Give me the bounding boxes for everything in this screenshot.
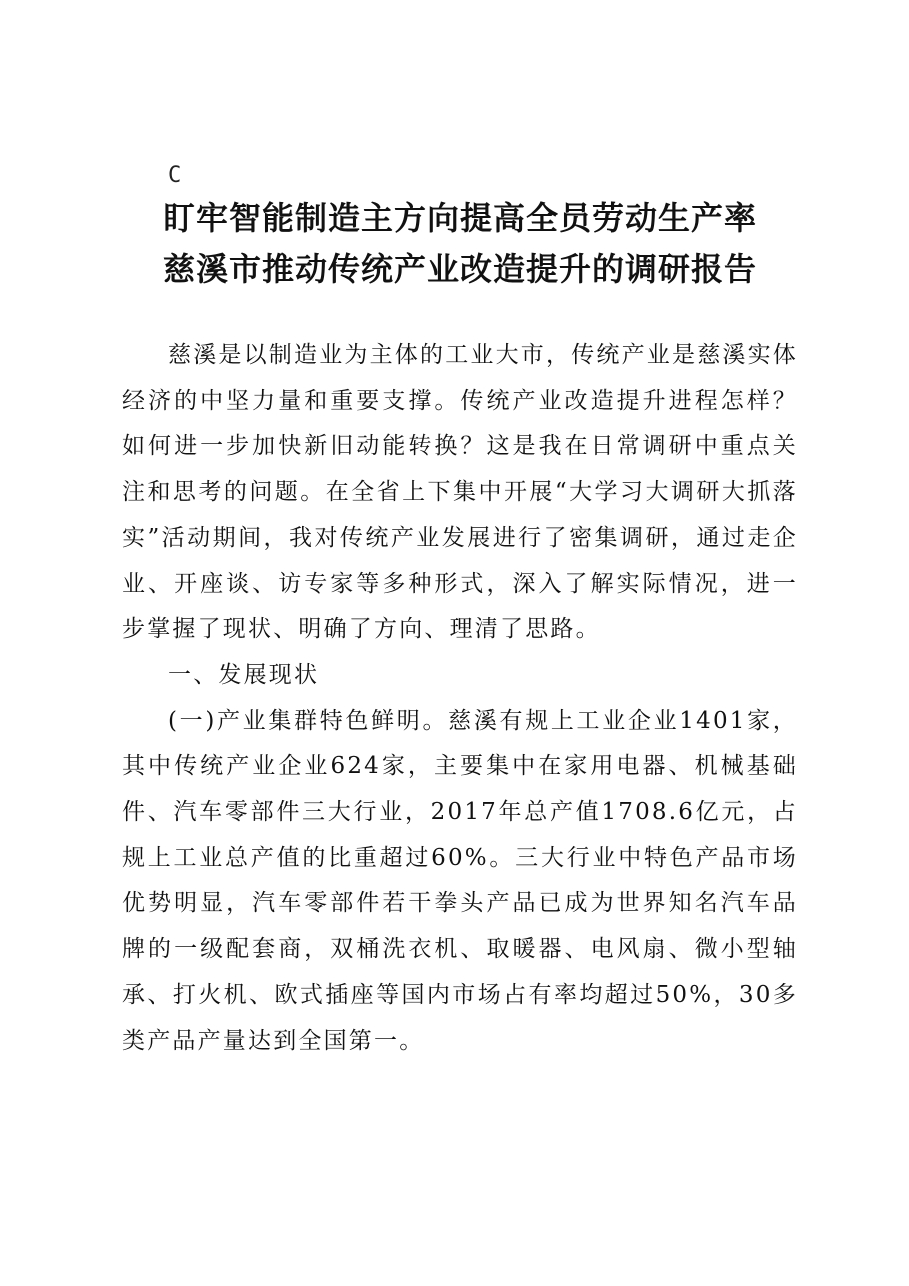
document-title-line-2: 慈溪市推动传统产业改造提升的调研报告 [162,250,757,288]
document-body [122,333,798,1064]
document-title-line-1: 盯牢智能制造主方向提高全员劳动生产率 [162,199,757,237]
section-heading: 一、发展现状 [168,661,320,688]
page-marker: C [168,163,182,188]
body-paragraph: (一)产业集群特色鲜明。慈溪有规上工业企业1401家，其中传统产业企业624家，主要集中在家用电器、机械基础件、汽车零部件三大行业，2017年总产值1708.6亿元，占规上工业总产值的比重超过60%。三大行业中特色产品市场优势明显，汽车零部件若干拳头产品已成为世界知名汽车品牌的一级配套商，双桶洗衣机、取暖器、电风扇、微小型轴承、打火机、欧式插座等国内市场占有率均超过50%，30多类产品产量达到全国第一。 [122,707,798,1054]
intro-paragraph: 慈溪是以制造业为主体的工业大市，传统产业是慈溪实体经济的中坚力量和重要支撑。传统产业改造提升进程怎样？如何进一步加快新旧动能转换？这是我在日常调研中重点关注和思考的问题。在全省上下集中开展“大学习大调研大抓落实”活动期间，我对传统产业发展进行了密集调研，通过走企业、开座谈、访专家等多种形式，深入了解实际情况，进一步掌握了现状、明确了方向、理清了思路。 [122,342,798,643]
